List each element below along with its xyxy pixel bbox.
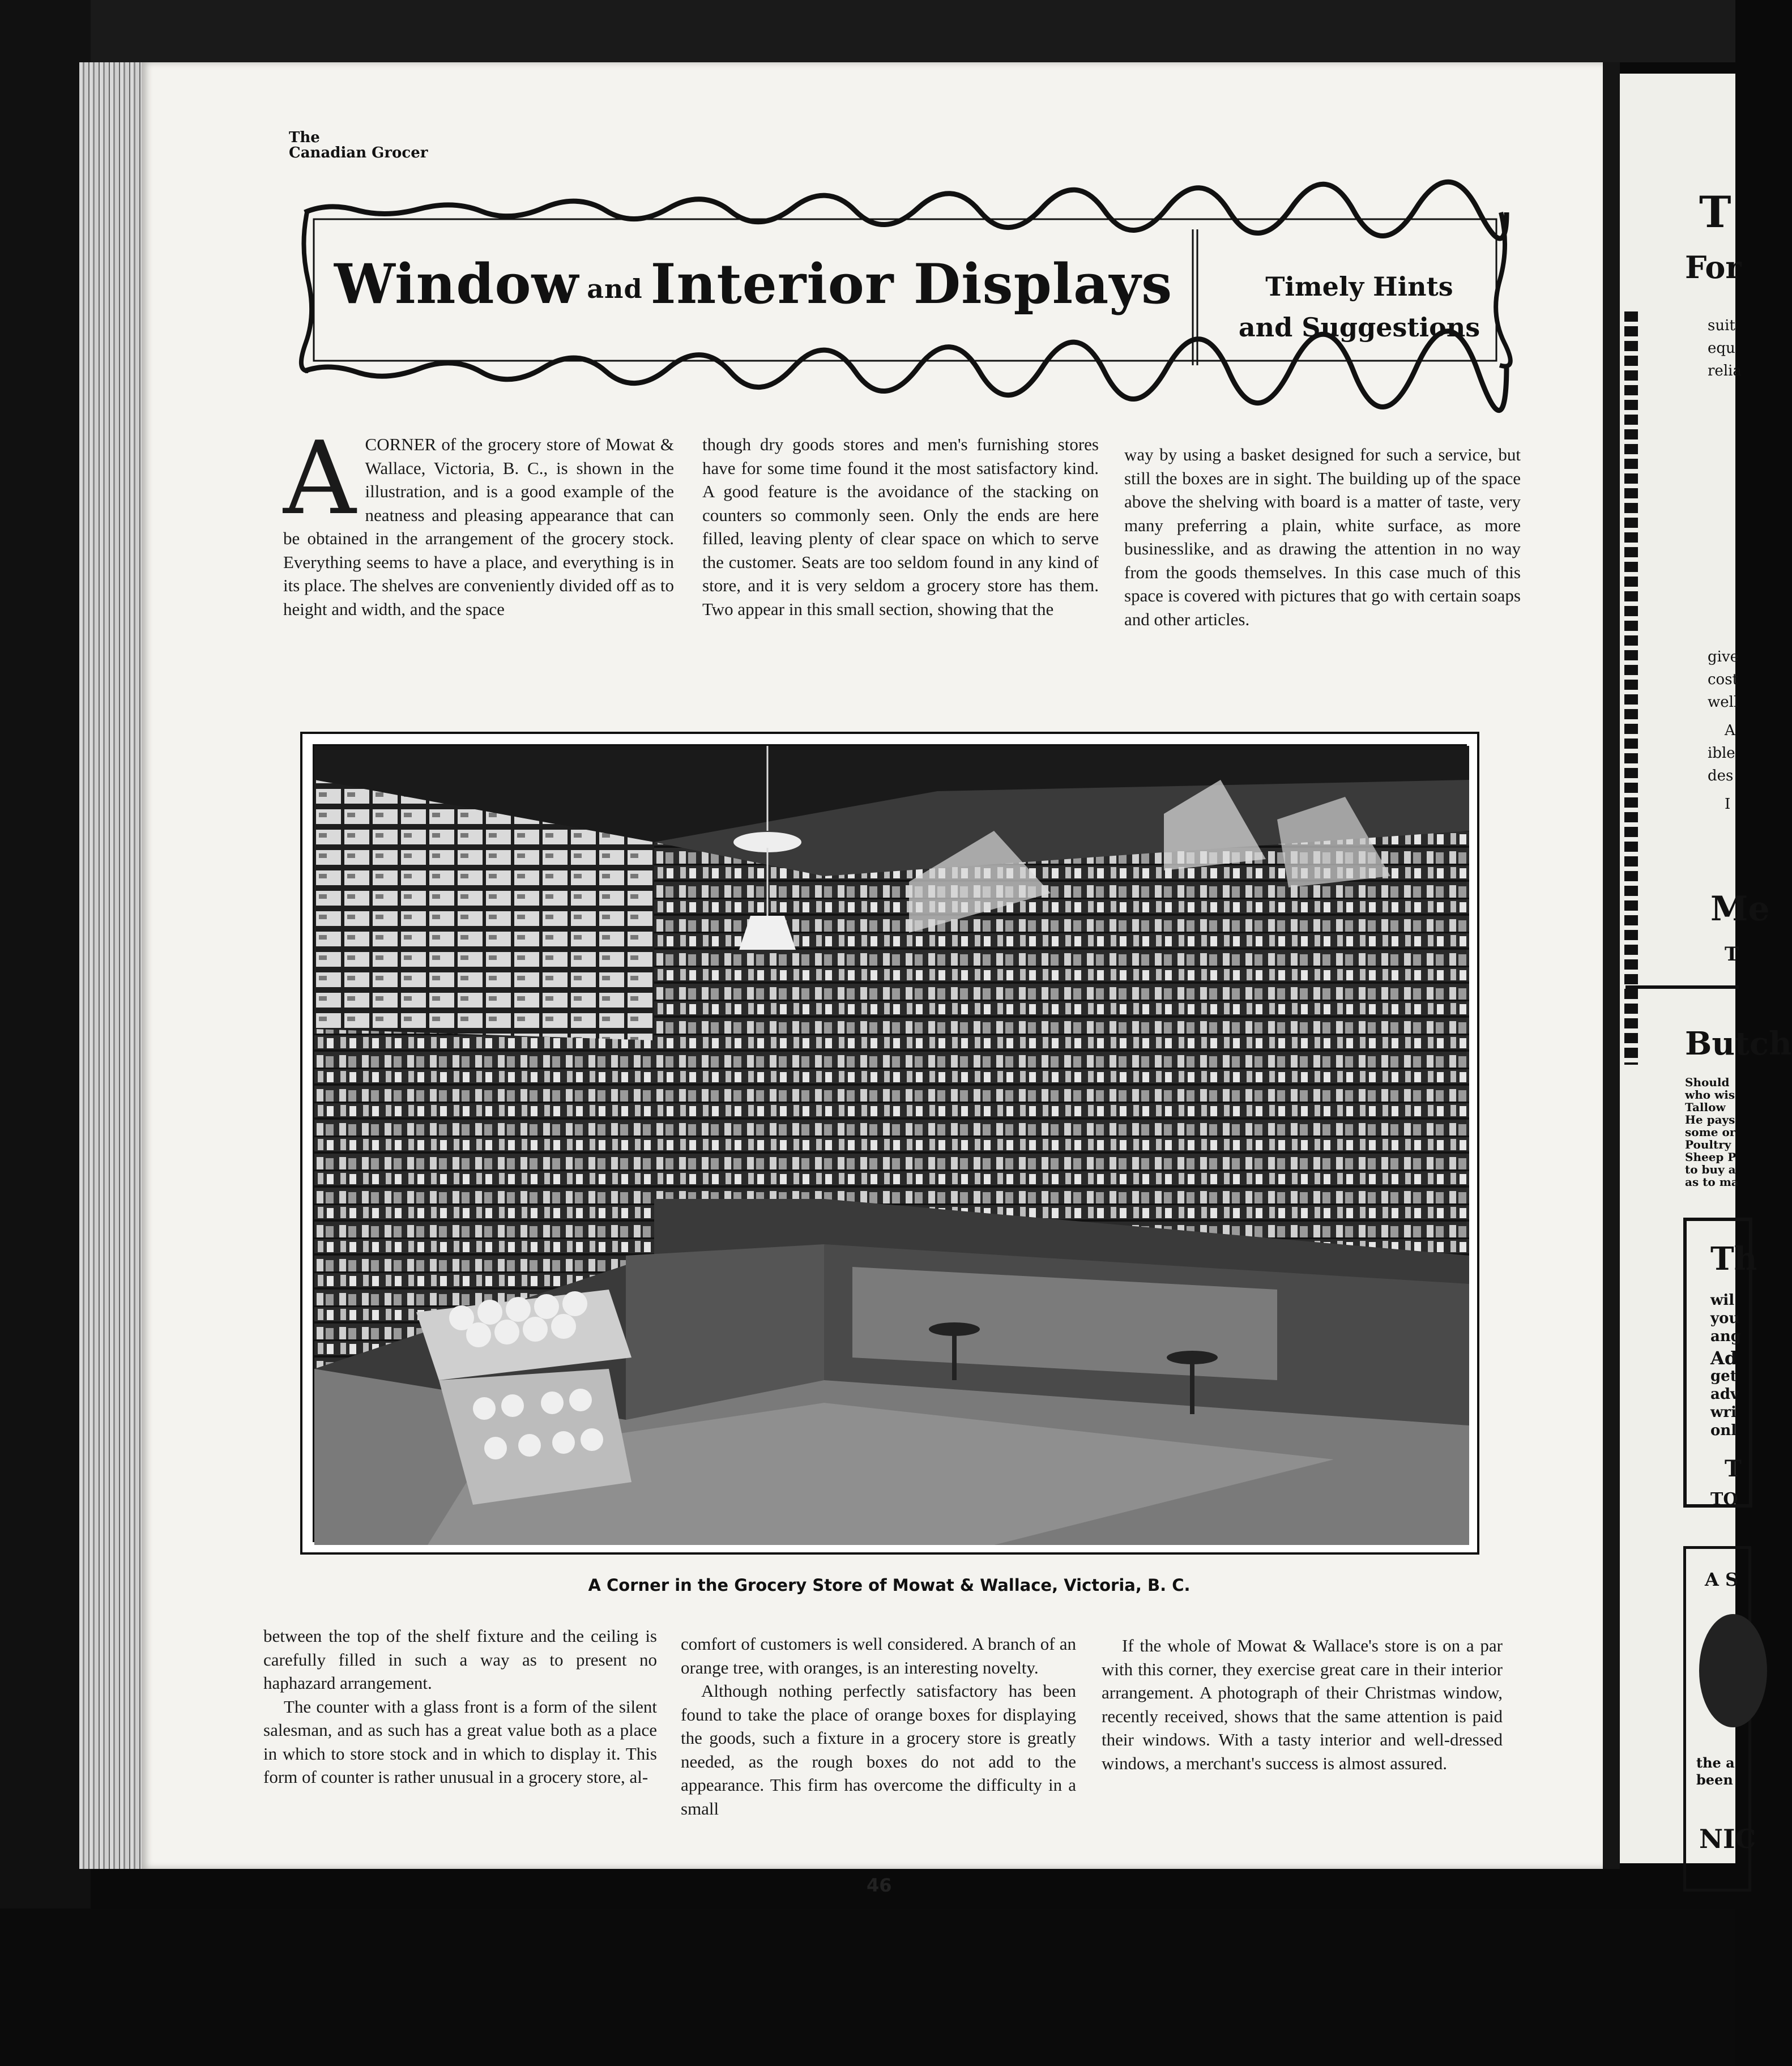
adjacent-text: des bbox=[1708, 767, 1734, 784]
adjacent-text: suit bbox=[1708, 317, 1735, 334]
adjacent-text: ible bbox=[1708, 745, 1735, 762]
adjacent-text: you bbox=[1710, 1310, 1740, 1327]
adjacent-text: been bbox=[1696, 1772, 1733, 1788]
title-and: and bbox=[587, 274, 643, 305]
adjacent-heading-t: T bbox=[1699, 187, 1731, 237]
adjacent-text: well bbox=[1708, 694, 1739, 711]
store-photograph bbox=[300, 732, 1479, 1555]
adjacent-text: Tallow bbox=[1685, 1100, 1726, 1114]
drop-cap: A bbox=[283, 420, 356, 537]
adjacent-text: ang bbox=[1710, 1328, 1741, 1345]
adjacent-text: to buy a bbox=[1685, 1163, 1736, 1176]
adjacent-text: wri bbox=[1710, 1404, 1736, 1421]
adjacent-text: Sheep P bbox=[1685, 1150, 1736, 1164]
adjacent-heading-th: Th bbox=[1710, 1240, 1757, 1278]
adjacent-text: He pays bbox=[1685, 1113, 1735, 1126]
adjacent-text: some or bbox=[1685, 1125, 1736, 1139]
masthead-line1: The bbox=[289, 129, 320, 146]
store-interior-image bbox=[313, 744, 1467, 1542]
column-3-text: way by using a basket designed for such a service, but still the boxes are in sight. The building up of the space above the shelving with board is a matter of taste, very many preferring a plain, white surface, as more businesslike, and as drawing the attention in no way from the goods themselves. In this case much of this space is covered with pictures that go with certain soaps and other articles. bbox=[1124, 445, 1521, 629]
book-gutter bbox=[1603, 62, 1620, 1869]
adjacent-ornament-border bbox=[1624, 311, 1638, 1065]
title-interior-displays: Interior Displays bbox=[650, 252, 1173, 316]
page-number: 46 bbox=[867, 1875, 892, 1896]
adjacent-text: get bbox=[1710, 1368, 1737, 1385]
adjacent-text: wil bbox=[1710, 1292, 1735, 1309]
adjacent-text: adv bbox=[1710, 1386, 1739, 1403]
adjacent-text: T bbox=[1725, 1455, 1742, 1482]
column-6-para-1: If the whole of Mowat & Wallace's store is on a par with this corner, they exercise great care in their interior arrangement. A photograph of their Christmas window, recently received, shows that the same attention is paid their windows. With a tasty interior and well-dressed windows, a merchant's success is almost assured. bbox=[1102, 1636, 1503, 1773]
masthead bbox=[289, 130, 428, 161]
adjacent-small-text bbox=[1685, 1076, 1739, 1188]
column-4-para-1: between the top of the shelf fixture and the ceiling is carefully filled in such a way as to present no haphazard arrangement. bbox=[263, 1626, 657, 1693]
column-5-para-1: comfort of customers is well considered. A branch of an orange tree, with oranges, is an interesting novelty. bbox=[681, 1634, 1076, 1677]
adjacent-text: A bbox=[1725, 722, 1735, 739]
section-title bbox=[334, 252, 1229, 316]
article-column-4 bbox=[263, 1624, 657, 1789]
adjacent-text: A S bbox=[1705, 1569, 1739, 1590]
adjacent-text: onl bbox=[1710, 1422, 1737, 1439]
adjacent-text: Poultry bbox=[1685, 1138, 1731, 1151]
article-column-1 bbox=[283, 420, 674, 621]
subtitle-line2: and Suggestions bbox=[1238, 312, 1480, 343]
adjacent-heading-for: For bbox=[1685, 249, 1742, 285]
adjacent-text: give bbox=[1708, 648, 1739, 665]
column-2-text: though dry goods stores and men's furnishing stores have for some time found it the most satisfactory kind. A good feature is the avoidance of the stacking on counters so commonly seen. Only the ends are here filled, leaving plenty of clear space on which to serve the customer. Seats are too seldom found in any kind of store, and it is very seldom a grocery store has them. Two appear in this small section, showing that the bbox=[702, 434, 1099, 619]
adjacent-text: Ad bbox=[1710, 1347, 1738, 1369]
adjacent-ad-text bbox=[1710, 1291, 1741, 1440]
adjacent-text: TO bbox=[1710, 1489, 1738, 1509]
photo-caption: A Corner in the Grocery Store of Mowat & Wallace, Victoria, B. C. bbox=[588, 1576, 1191, 1595]
section-subtitle bbox=[1223, 266, 1495, 348]
subtitle-line1: Timely Hints bbox=[1265, 271, 1453, 302]
adjacent-text: NIC bbox=[1699, 1824, 1756, 1854]
column-1-text: CORNER of the grocery store of Mowat & Wallace, Victoria, B. C., is shown in the illustration, and is a good example of the neatness and pleasing appearance that can be obtained in the arrangement of the grocery stock. Everything seems to have a place, and everything is in its place. The shelves are conveniently divided off as to height and width, and the space bbox=[283, 434, 674, 619]
adjacent-page-strip bbox=[1620, 74, 1792, 1863]
adjacent-text: as to ma bbox=[1685, 1175, 1739, 1189]
adjacent-text: I bbox=[1725, 796, 1731, 813]
adjacent-text: T bbox=[1725, 943, 1739, 966]
adjacent-text: who wis bbox=[1685, 1088, 1735, 1102]
adjacent-text: Should bbox=[1685, 1075, 1730, 1089]
section-header-banner bbox=[295, 195, 1518, 391]
adjacent-text: relia bbox=[1708, 362, 1742, 379]
title-window: Window bbox=[334, 252, 579, 316]
scan-border-left bbox=[0, 0, 91, 2066]
article-column-6 bbox=[1102, 1634, 1503, 1775]
column-5-para-2: Although nothing perfectly satisfactory has been found to take the place of orange boxes for displaying the goods, such a fixture in a grocery store is greatly needed, as the rough boxes do not add to the appearance. This firm has overcome the difficulty in a small bbox=[681, 1681, 1076, 1819]
article-column-2 bbox=[702, 433, 1099, 621]
adjacent-rule bbox=[1625, 985, 1739, 989]
adjacent-ad-graphic bbox=[1699, 1614, 1767, 1727]
adjacent-text: equ bbox=[1708, 340, 1735, 357]
article-column-3 bbox=[1124, 443, 1521, 631]
column-4-para-2: The counter with a glass front is a form of the silent salesman, and as such has a great value both as a place in which to store stock and in which to display it. This form of counter is rather unusual in a grocery store, al- bbox=[263, 1696, 657, 1787]
grocery-store-illustration bbox=[314, 746, 1469, 1545]
scan-border-bottom bbox=[0, 1909, 1735, 2066]
scan-border-top bbox=[0, 0, 1735, 62]
adjacent-heading-butch: Butch bbox=[1685, 1025, 1792, 1062]
adjacent-heading-me: Me bbox=[1710, 889, 1770, 929]
masthead-line2: Canadian Grocer bbox=[289, 144, 428, 161]
article-column-5 bbox=[681, 1632, 1076, 1820]
adjacent-text: the a bbox=[1696, 1755, 1735, 1771]
adjacent-text: cost bbox=[1708, 671, 1739, 688]
